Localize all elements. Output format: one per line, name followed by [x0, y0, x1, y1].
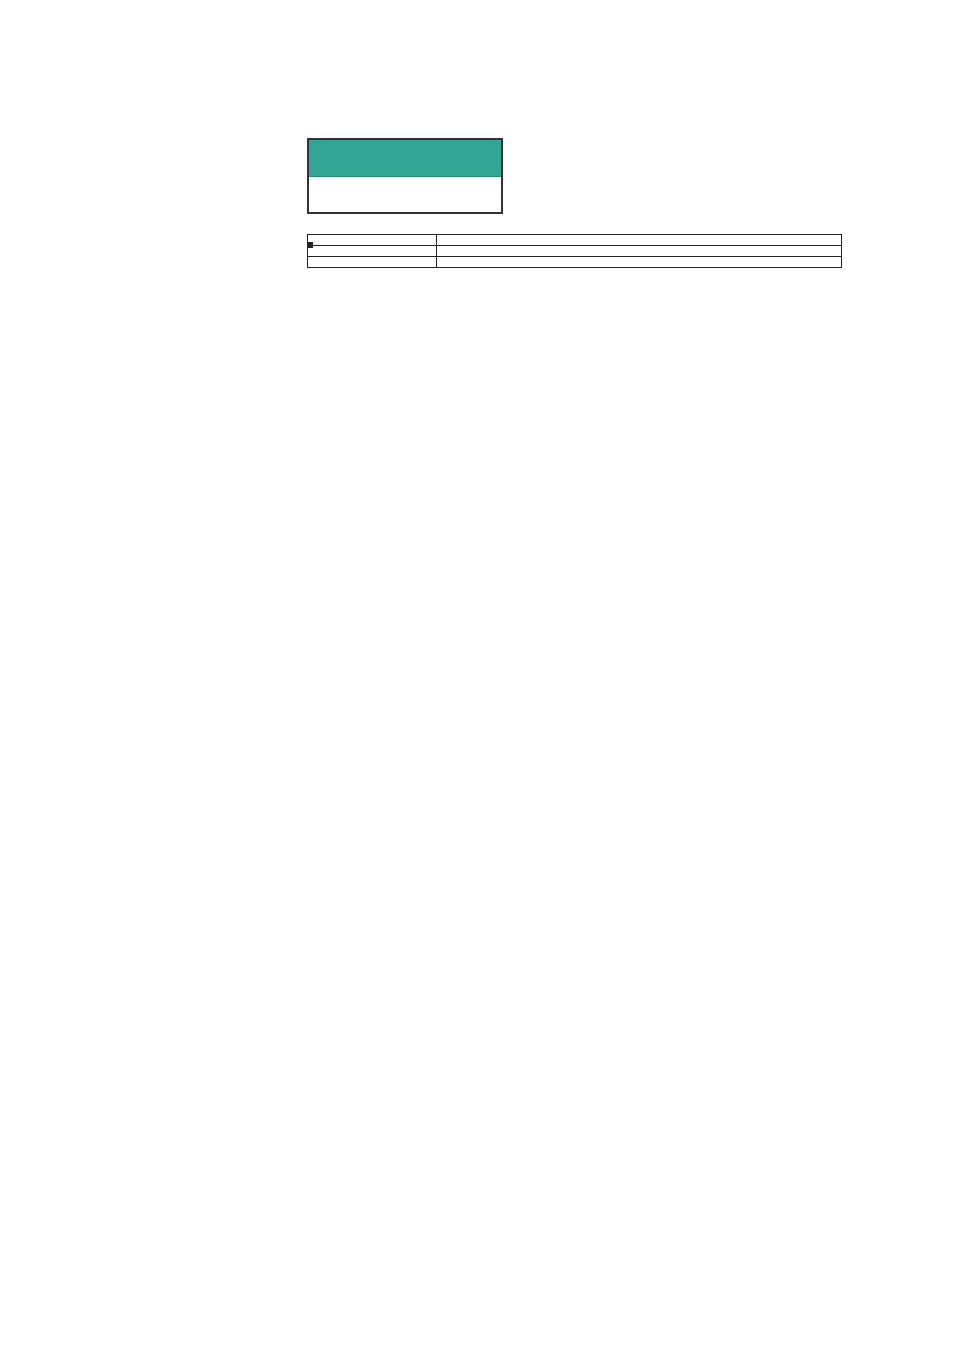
appearance-section [307, 138, 841, 214]
command-box-title [309, 140, 501, 177]
command-box-name [309, 177, 501, 212]
column-header-identification [308, 235, 437, 246]
main-content [307, 126, 841, 268]
bullet-icon [307, 242, 313, 248]
command-appearance-box [307, 138, 503, 214]
variable-description [437, 246, 842, 257]
variable-id [308, 257, 437, 268]
column-header-description [437, 235, 842, 246]
table-row [308, 246, 842, 257]
variables-table [307, 234, 842, 268]
table-row [308, 257, 842, 268]
variable-description [437, 257, 842, 268]
command-variables-section [307, 234, 841, 268]
table-header-row [308, 235, 842, 246]
variable-id [308, 246, 437, 257]
